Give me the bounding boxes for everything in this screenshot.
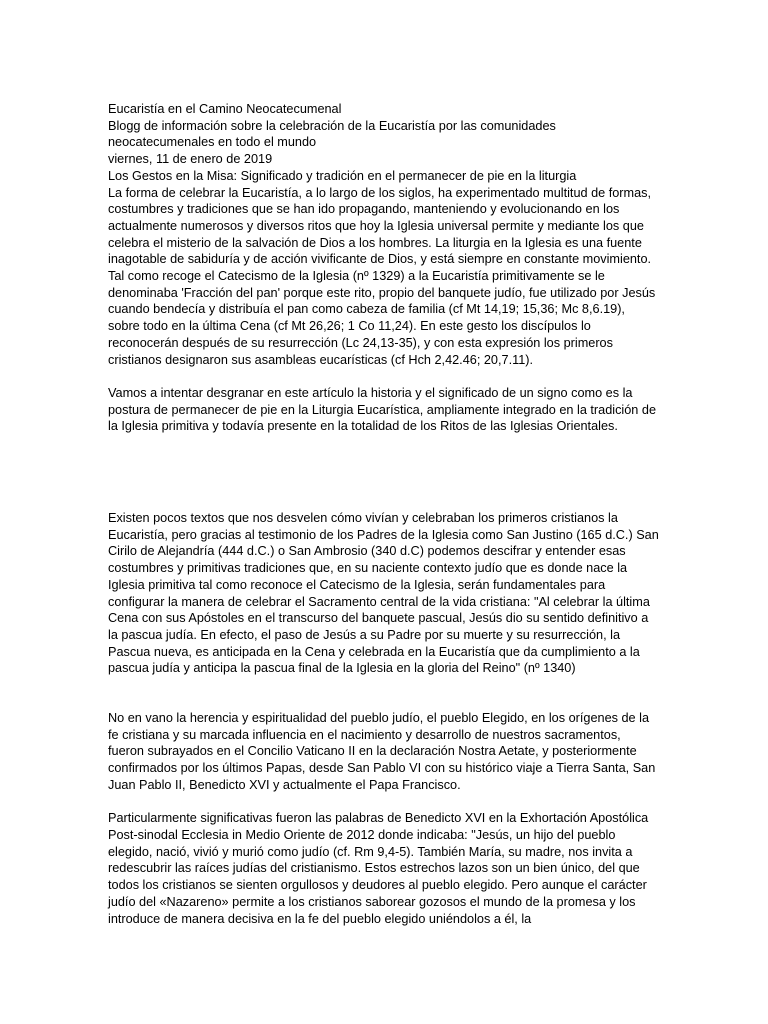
- post-date: viernes, 11 de enero de 2019: [108, 152, 273, 167]
- paragraph-jewish-heritage: No en vano la herencia y espiritualidad del pueblo judío, el pueblo Elegido, en los orígenes de la fe cristiana y su marcada influencia en el nacimiento y desarrollo de nuestros sacramentos, fueron subrayados en el Concilio Vaticano II en la declaración Nostra Aetate, y posteriormente confirmados por los últimos Papas, desde San Pablo VI con su histórico viaje a Tierra Santa, San Juan Pablo II, Benedicto XVI y actualmente el Papa Francisco.: [108, 711, 656, 792]
- blog-description: Blogg de información sobre la celebración de la Eucaristía por las comunidades neocatecumenales en todo el mundo: [108, 118, 556, 150]
- paragraph-benedict: Particularmente significativas fueron las palabras de Benedicto XVI en la Exhortación Apostólica Post-sinodal Ecclesia in Medio Oriente de 2012 donde indicaba: "Jesús, un hijo del pueblo elegido, nació, vivió y murió como judío (cf. Rm 9,4-5). También María, su madre, nos invita a redescubrir las raíces judías del cristianismo. Estos estrechos lazos son un bien único, del que todos los cristianos se sienten orgullosos y deudores al pueblo elegido. Pero aunque el carácter judío del «Nazareno» permite a los cristianos saborear gozosos el mundo de la promesa y los introduce de manera decisiva en la fe del pueblo elegido uniéndolos a él, la: [108, 811, 649, 926]
- paragraph-purpose: Vamos a intentar desgranar en este artículo la historia y el significado de un signo como es la postura de permanecer de pie en la Liturgia Eucarística, ampliamente integrado en la tradición de la Iglesia primitiva y todavía presente en la totalidad de los Ritos de las Iglesias Orientales.: [108, 385, 657, 434]
- spacer: [108, 794, 660, 811]
- spacer: [108, 435, 660, 510]
- paragraph-early-christians: Existen pocos textos que nos desvelen cómo vivían y celebraban los primeros cristianos la Eucaristía, pero gracias al testimonio de los Padres de la Iglesia como San Justino (165 d.C.) San Cirilo de Alejandría (444 d.C.) o San Ambrosio (340 d.C) podemos descifrar y entender esas costumbres y primitivas tradiciones que, en su naciente contexto judío que es donde nace la Iglesia primitiva tal como reconoce el Catecismo de la Iglesia, serán fundamentales para configurar la manera de celebrar el Sacramento central de la vida cristiana: "Al celebrar la última Cena con sus Apóstoles en el transcurso del banquete pascual, Jesús dio su sentido definitivo a la pascua judía. En efecto, el paso de Jesús a su Padre por su muerte y su resurrección, la Pascua nueva, es anticipada en la Cena y celebrada en la Eucaristía que da cumplimiento a la pascua judía y anticipa la pascua final de la Iglesia en la gloria del Reino" (nº 1340): [108, 511, 659, 676]
- paragraph-intro: La forma de celebrar la Eucaristía, a lo largo de los siglos, ha experimentado multitud de formas, costumbres y tradiciones que se han ido propagando, manteniendo y evolucionando en los actualmente numerosos y diversos ritos que hoy la Iglesia universal permite y mediante los que celebra el misterio de la salvación de Dios a los hombres. La liturgia en la Iglesia es una fuente inagotable de sabiduría y de acción vivificante de Dios, y está siempre en constante movimiento. Tal como recoge el Catecismo de la Iglesia (nº 1329) a la Eucaristía primitivamente se le denominaba 'Fracción del pan' porque este rito, propio del banquete judío, fue utilizado por Jesús cuando bendecía y distribuía el pan como cabeza de familia (cf Mt 14,19; 15,36; Mc 8,6.19), sobre todo en la última Cena (cf Mt 26,26; 1 Co 11,24). En este gesto los discípulos lo reconocerán después de su resurrección (Lc 24,13-35), y con esta expresión los primeros cristianos designaron sus asambleas eucarísticas (cf Hch 2,42.46; 20,7.11).: [108, 185, 656, 367]
- blog-title: Eucaristía en el Camino Neocatecumenal: [108, 102, 342, 116]
- spacer: [108, 677, 660, 710]
- spacer: [108, 368, 660, 385]
- document-page: [108, 101, 660, 927]
- post-title: Los Gestos en la Misa: Significado y tradición en el permanecer de pie en la liturgia: [108, 168, 577, 183]
